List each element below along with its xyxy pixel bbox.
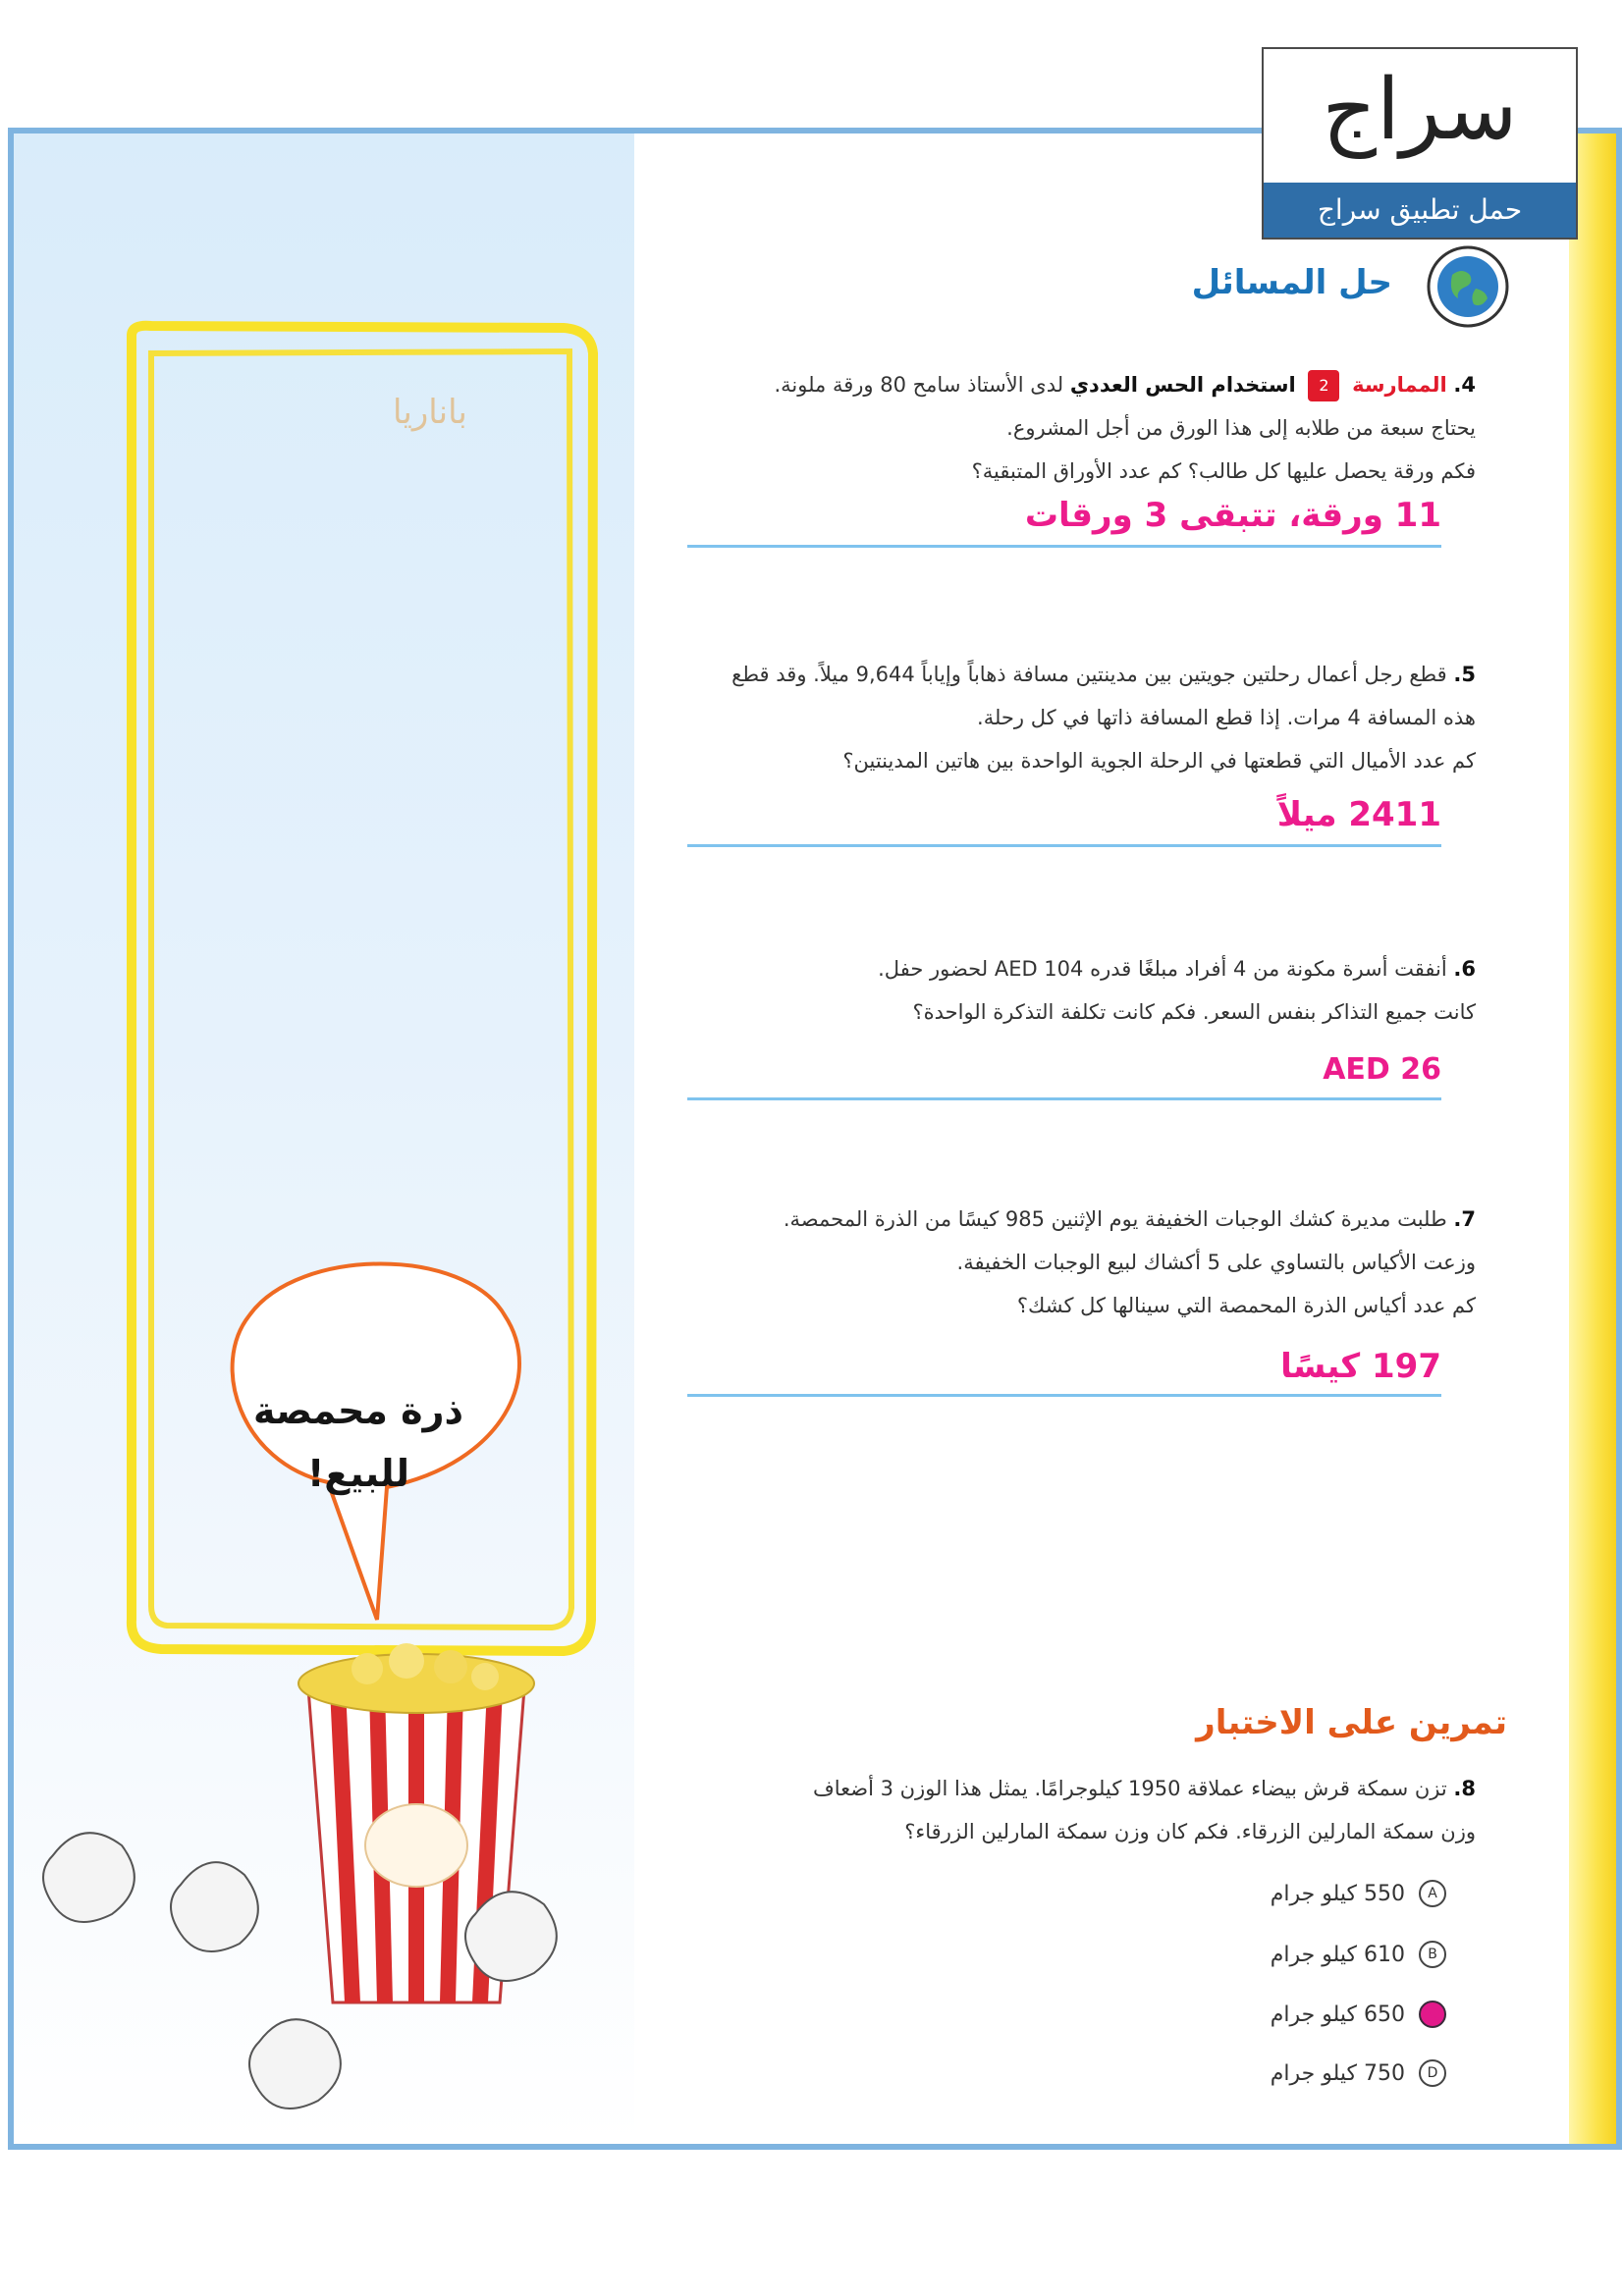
speech-bubble-text: ذرة محمصة للبيع! <box>253 1389 463 1495</box>
answer-6: AED 26 <box>1323 1052 1441 1087</box>
practice-label: الممارسة <box>1352 373 1447 397</box>
question-6 <box>622 947 1476 1034</box>
logo-subtitle: حمل تطبيق سراج <box>1264 183 1576 238</box>
answer-line-5 <box>687 844 1441 847</box>
section-title-solve: حل المسائل <box>1191 263 1392 302</box>
section-title-test: تمرين على الاختبار <box>1196 1703 1507 1742</box>
choice-d-bubble[interactable]: D <box>1419 2059 1446 2087</box>
question-4-line-1: لدى الأستاذ سامح 80 ورقة ملونة. <box>774 373 1064 397</box>
choice-d-text: 750 كيلو جرام <box>1270 2060 1405 2086</box>
question-7 <box>622 1198 1476 1327</box>
strategy-label: استخدام الحس العددي <box>1069 373 1296 397</box>
practice-badge: 2 <box>1308 370 1339 401</box>
answer-7: 197 كيسًا <box>1280 1347 1441 1386</box>
answer-5: 2411 ميلاً <box>1276 795 1441 834</box>
question-4 <box>622 363 1476 493</box>
logo-title: سراج <box>1322 61 1518 159</box>
answer-line-7 <box>687 1394 1441 1397</box>
question-4-line-2: يحتاج سبعة من طلابه إلى هذا الورق من أجل المشروع. <box>1006 416 1476 440</box>
question-5-number: 5. <box>1453 663 1476 686</box>
answer-line-4 <box>687 545 1441 548</box>
yellow-edge-strip <box>1569 133 1616 2144</box>
choice-c[interactable] <box>1271 2001 1446 2028</box>
question-8-number: 8. <box>1453 1777 1476 1800</box>
question-8-line-2: وزن سمكة المارلين الزرقاء. فكم كان وزن سمكة المارلين الزرقاء؟ <box>904 1820 1476 1843</box>
globe-icon <box>1427 245 1509 328</box>
question-7-line-1: طلبت مديرة كشك الوجبات الخفيفة يوم الإثنين 985 كيسًا من الذرة المحمصة. <box>783 1207 1447 1231</box>
question-5-line-3: كم عدد الأميال التي قطعتها في الرحلة الجوية الواحدة بين هاتين المدينتين؟ <box>842 749 1476 773</box>
question-5 <box>622 653 1476 782</box>
answer-4: 11 ورقة، تتبقى 3 ورقات <box>1024 496 1441 535</box>
choice-b-bubble[interactable]: B <box>1419 1941 1446 1968</box>
choice-c-text: 650 كيلو جرام <box>1270 2002 1405 2027</box>
question-7-line-2: وزعت الأكياس بالتساوي على 5 أكشاك لبيع الوجبات الخفيفة. <box>956 1251 1476 1274</box>
siraj-logo[interactable] <box>1262 47 1578 240</box>
question-7-line-3: كم عدد أكياس الذرة المحمصة التي سينالها كل كشك؟ <box>1016 1294 1476 1317</box>
choice-a-bubble[interactable]: A <box>1419 1880 1446 1907</box>
choice-a[interactable] <box>1271 1880 1446 1907</box>
choice-a-text: 550 كيلو جرام <box>1270 1881 1405 1906</box>
question-6-line-2: كانت جميع التذاكر بنفس السعر. فكم كانت تكلفة التذكرة الواحدة؟ <box>912 1000 1476 1024</box>
question-5-line-1: قطع رجل أعمال رحلتين جويتين بين مدينتين مسافة ذهاباً وإياباً 9,644 ميلاً. وقد قطع <box>731 663 1447 686</box>
question-7-number: 7. <box>1453 1207 1476 1231</box>
question-8-line-1: تزن سمكة قرش بيضاء عملاقة 1950 كيلوجرامًا. يمثل هذا الوزن 3 أضعاف <box>812 1777 1447 1800</box>
handwritten-mark: باناريا <box>393 393 467 432</box>
question-4-number: 4. <box>1453 373 1476 397</box>
question-4-line-3: فكم ورقة يحصل عليها كل طالب؟ كم عدد الأوراق المتبقية؟ <box>971 459 1476 483</box>
answer-line-6 <box>687 1097 1441 1100</box>
question-8 <box>622 1767 1476 1853</box>
question-6-line-1: أنفقت أسرة مكونة من 4 أفراد مبلغًا قدره AED 104 لحضور حفل. <box>878 957 1447 981</box>
choice-c-bubble-selected[interactable]: C <box>1419 2001 1446 2028</box>
choice-b[interactable] <box>1271 1941 1446 1968</box>
popcorn-illustration <box>14 314 634 2140</box>
choice-d[interactable] <box>1271 2059 1446 2087</box>
question-5-line-2: هذه المسافة 4 مرات. إذا قطع المسافة ذاتها في كل رحلة. <box>977 706 1476 729</box>
choice-b-text: 610 كيلو جرام <box>1270 1942 1405 1967</box>
question-6-number: 6. <box>1453 957 1476 981</box>
